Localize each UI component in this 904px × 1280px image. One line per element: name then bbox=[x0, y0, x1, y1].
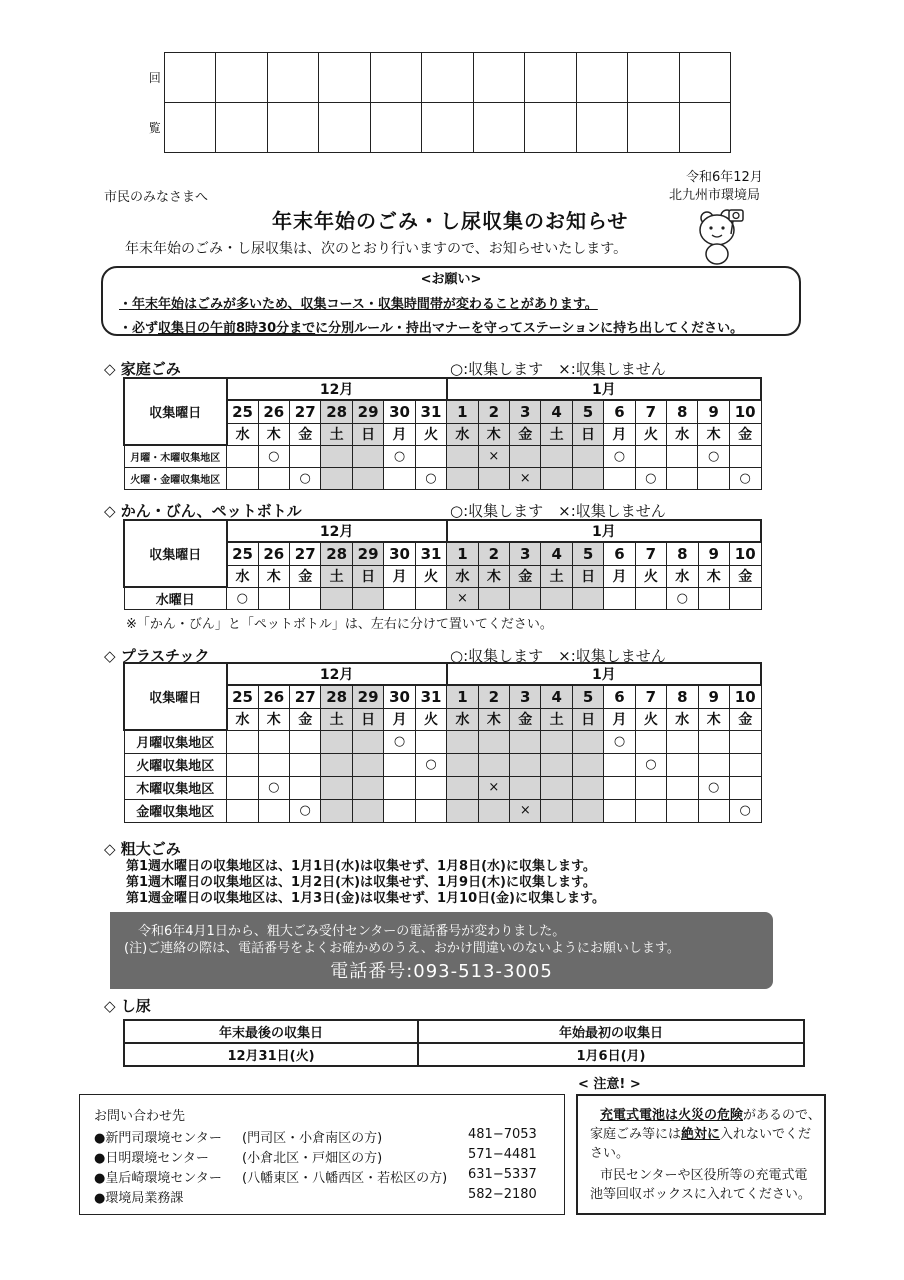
day-of-week: 水 bbox=[447, 423, 478, 445]
day-of-week: 水 bbox=[667, 708, 698, 730]
day-number: 9 bbox=[698, 685, 729, 708]
collection-mark bbox=[447, 730, 478, 753]
collection-mark bbox=[321, 467, 352, 489]
day-number: 27 bbox=[289, 542, 320, 565]
day-number: 25 bbox=[227, 400, 258, 423]
collection-mark bbox=[635, 587, 666, 609]
caution-line-2: 家庭ごみ等には絶対に入れないでくだ bbox=[590, 1127, 812, 1142]
row-label: 火曜・金曜収集地区 bbox=[124, 467, 227, 489]
contact-area: (門司区・小倉南区の方) bbox=[242, 1131, 383, 1146]
collection-mark bbox=[667, 776, 698, 799]
addressee: 市民のみなさまへ bbox=[104, 190, 209, 205]
day-of-week: 日 bbox=[352, 423, 383, 445]
day-number: 6 bbox=[604, 400, 635, 423]
collection-mark bbox=[415, 799, 446, 822]
contact-tel: 631−5337 bbox=[468, 1167, 537, 1182]
collection-mark bbox=[667, 753, 698, 776]
collection-mark bbox=[572, 730, 603, 753]
day-of-week: 木 bbox=[698, 423, 729, 445]
collection-mark: × bbox=[447, 587, 478, 609]
day-number: 8 bbox=[667, 400, 698, 423]
request-title: <お願い> bbox=[420, 272, 482, 287]
collection-mark bbox=[698, 587, 729, 609]
collection-mark: ○ bbox=[604, 730, 635, 753]
collection-mark: × bbox=[509, 467, 540, 489]
day-number: 27 bbox=[289, 400, 320, 423]
day-of-week: 火 bbox=[415, 565, 446, 587]
section-title-shinyo: ◇ し尿 bbox=[104, 997, 151, 1015]
collection-mark bbox=[478, 467, 509, 489]
calendar-header: 収集曜日 bbox=[124, 378, 227, 445]
collection-mark bbox=[289, 587, 320, 609]
phone-notice-1: 令和6年4月1日から、粗大ごみ受付センターの電話番号が変わりました。 bbox=[138, 924, 566, 939]
day-number: 3 bbox=[510, 542, 541, 565]
collection-mark bbox=[321, 799, 352, 822]
collection-mark: ○ bbox=[258, 445, 289, 467]
day-number: 2 bbox=[478, 685, 509, 708]
household-calendar bbox=[123, 377, 762, 490]
collection-mark bbox=[729, 730, 761, 753]
day-of-week: 日 bbox=[572, 423, 603, 445]
day-of-week: 木 bbox=[698, 708, 729, 730]
row-label: 金曜収集地区 bbox=[124, 799, 227, 822]
contact-tel: 582−2180 bbox=[468, 1187, 537, 1202]
request-box bbox=[101, 266, 801, 336]
issue-date: 令和6年12月 bbox=[686, 170, 763, 185]
collection-mark bbox=[384, 587, 415, 609]
month-jan: 1月 bbox=[447, 520, 761, 542]
collection-mark bbox=[258, 799, 289, 822]
collection-mark bbox=[635, 776, 666, 799]
phone-notice-box bbox=[110, 912, 773, 989]
day-number: 29 bbox=[352, 542, 383, 565]
day-of-week: 月 bbox=[384, 708, 415, 730]
day-number: 1 bbox=[447, 685, 478, 708]
day-of-week: 金 bbox=[509, 423, 540, 445]
collection-mark bbox=[415, 445, 446, 467]
day-number: 10 bbox=[729, 685, 761, 708]
collection-mark bbox=[352, 587, 383, 609]
collection-mark bbox=[321, 445, 352, 467]
collection-mark bbox=[572, 445, 603, 467]
collection-mark bbox=[729, 776, 761, 799]
day-of-week: 日 bbox=[352, 565, 383, 587]
month-jan: 1月 bbox=[447, 663, 761, 685]
collection-mark: ○ bbox=[415, 753, 446, 776]
calendar-header: 収集曜日 bbox=[124, 663, 227, 730]
plastic-calendar bbox=[123, 662, 762, 823]
day-of-week: 土 bbox=[321, 423, 352, 445]
sodai-line: 第1週金曜日の収集地区は、1月3日(金)は収集せず、1月10日(金)に収集します。 bbox=[126, 891, 605, 906]
collection-mark bbox=[541, 730, 572, 753]
collection-mark: ○ bbox=[384, 730, 415, 753]
collection-mark: × bbox=[478, 776, 509, 799]
collection-mark bbox=[667, 730, 698, 753]
cans-note: ※「かん・びん」と「ペットボトル」は、左右に分けて置いてください。 bbox=[126, 617, 553, 632]
collection-mark bbox=[289, 730, 320, 753]
collection-mark bbox=[352, 753, 383, 776]
day-number: 30 bbox=[384, 542, 415, 565]
day-of-week: 土 bbox=[321, 565, 352, 587]
intro-text: 年末年始のごみ・し尿収集は、次のとおり行いますので、お知らせいたします。 bbox=[125, 241, 628, 257]
collection-mark bbox=[729, 445, 761, 467]
day-number: 25 bbox=[227, 542, 258, 565]
day-of-week: 金 bbox=[729, 708, 761, 730]
day-of-week: 月 bbox=[604, 565, 635, 587]
month-dec: 12月 bbox=[227, 378, 447, 400]
day-of-week: 水 bbox=[227, 565, 258, 587]
sodai-line: 第1週水曜日の収集地区は、1月1日(水)は収集せず、1月8日(水)に収集します。 bbox=[126, 859, 596, 874]
day-of-week: 火 bbox=[415, 423, 446, 445]
day-number: 30 bbox=[384, 685, 415, 708]
collection-mark bbox=[635, 730, 666, 753]
shinyo-value-last: 12月31日(火) bbox=[124, 1043, 418, 1066]
collection-mark bbox=[352, 730, 383, 753]
collection-mark bbox=[415, 776, 446, 799]
page-title: 年末年始のごみ・し尿収集のお知らせ bbox=[272, 209, 629, 233]
day-number: 7 bbox=[635, 685, 666, 708]
day-of-week: 水 bbox=[447, 565, 478, 587]
day-of-week: 火 bbox=[635, 708, 666, 730]
contact-area: (八幡東区・八幡西区・若松区の方) bbox=[242, 1171, 448, 1186]
day-of-week: 金 bbox=[510, 565, 541, 587]
contact-title: お問い合わせ先 bbox=[94, 1109, 186, 1124]
collection-mark bbox=[447, 753, 478, 776]
collection-mark: ○ bbox=[635, 467, 666, 489]
day-of-week: 月 bbox=[384, 565, 415, 587]
collection-mark bbox=[698, 799, 729, 822]
collection-mark bbox=[635, 445, 666, 467]
day-of-week: 水 bbox=[227, 708, 258, 730]
section-title-cans: ◇ かん・びん、ペットボトル bbox=[104, 502, 302, 520]
contact-tel: 571−4481 bbox=[468, 1147, 537, 1162]
collection-mark bbox=[667, 799, 698, 822]
collection-mark: ○ bbox=[729, 467, 761, 489]
collection-mark: × bbox=[510, 799, 541, 822]
collection-mark bbox=[698, 753, 729, 776]
collection-mark bbox=[227, 753, 258, 776]
section-title-household: ◇ 家庭ごみ bbox=[104, 360, 181, 378]
caution-line-3: さい。 bbox=[590, 1146, 630, 1161]
contact-name: ●新門司環境センター bbox=[94, 1131, 222, 1146]
collection-mark bbox=[227, 776, 258, 799]
request-line-2: ・必ず収集日の午前8時30分までに分別ルール・持出マナーを守ってステーションに持ち出してください。 bbox=[119, 321, 744, 336]
collection-mark bbox=[510, 730, 541, 753]
collection-mark bbox=[604, 467, 635, 489]
collection-mark: ○ bbox=[258, 776, 289, 799]
collection-mark: ○ bbox=[635, 753, 666, 776]
day-number: 4 bbox=[541, 542, 572, 565]
day-number: 5 bbox=[572, 400, 603, 423]
day-number: 31 bbox=[415, 542, 446, 565]
legend-household: ○:収集します ×:収集しません bbox=[450, 360, 666, 378]
contact-name: ●日明環境センター bbox=[94, 1151, 209, 1166]
collection-mark bbox=[541, 799, 572, 822]
collection-mark bbox=[572, 467, 603, 489]
collection-mark bbox=[698, 467, 729, 489]
collection-mark bbox=[384, 467, 415, 489]
collection-mark bbox=[572, 753, 603, 776]
day-of-week: 日 bbox=[572, 565, 603, 587]
collection-mark bbox=[415, 730, 446, 753]
circulation-label: 覧 bbox=[148, 121, 161, 135]
month-dec: 12月 bbox=[227, 663, 447, 685]
collection-mark bbox=[321, 776, 352, 799]
mascot-icon bbox=[693, 204, 749, 268]
row-label: 木曜収集地区 bbox=[124, 776, 227, 799]
collection-mark bbox=[447, 467, 478, 489]
collection-mark bbox=[478, 753, 509, 776]
day-number: 31 bbox=[415, 685, 446, 708]
collection-mark bbox=[510, 776, 541, 799]
day-number: 28 bbox=[321, 542, 352, 565]
day-number: 26 bbox=[258, 542, 289, 565]
day-of-week: 月 bbox=[604, 708, 635, 730]
day-of-week: 金 bbox=[729, 565, 761, 587]
shinyo-header-first: 年始最初の収集日 bbox=[418, 1020, 804, 1043]
day-of-week: 火 bbox=[415, 708, 446, 730]
day-of-week: 火 bbox=[635, 423, 666, 445]
collection-mark bbox=[509, 445, 540, 467]
contact-name: ●環境局業務課 bbox=[94, 1191, 184, 1206]
day-of-week: 金 bbox=[289, 708, 320, 730]
collection-mark: ○ bbox=[604, 445, 635, 467]
day-of-week: 日 bbox=[572, 708, 603, 730]
day-number: 5 bbox=[572, 685, 603, 708]
day-number: 4 bbox=[541, 685, 572, 708]
calendar-header: 収集曜日 bbox=[124, 520, 227, 587]
collection-mark bbox=[478, 799, 509, 822]
collection-mark bbox=[478, 730, 509, 753]
collection-mark bbox=[227, 730, 258, 753]
contact-tel: 481−7053 bbox=[468, 1127, 537, 1142]
collection-mark bbox=[352, 445, 383, 467]
collection-mark bbox=[352, 467, 383, 489]
collection-mark bbox=[227, 799, 258, 822]
day-of-week: 月 bbox=[384, 423, 415, 445]
collection-mark: ○ bbox=[289, 799, 320, 822]
collection-mark bbox=[604, 776, 635, 799]
day-of-week: 金 bbox=[289, 423, 320, 445]
day-number: 6 bbox=[604, 542, 635, 565]
collection-mark bbox=[635, 799, 666, 822]
collection-mark bbox=[667, 467, 698, 489]
collection-mark bbox=[227, 467, 258, 489]
day-number: 30 bbox=[384, 400, 415, 423]
collection-mark bbox=[572, 587, 603, 609]
day-of-week: 月 bbox=[604, 423, 635, 445]
day-number: 3 bbox=[509, 400, 540, 423]
phone-notice-2: (注)ご連絡の際は、電話番号をよくお確かめのうえ、おかけ間違いのないようにお願いします。 bbox=[124, 941, 680, 956]
collection-mark: ○ bbox=[698, 776, 729, 799]
contact-box bbox=[79, 1094, 565, 1215]
day-of-week: 土 bbox=[541, 423, 572, 445]
collection-mark bbox=[447, 445, 478, 467]
day-number: 2 bbox=[478, 542, 509, 565]
collection-mark bbox=[510, 587, 541, 609]
collection-mark bbox=[667, 445, 698, 467]
legend-cans: ○:収集します ×:収集しません bbox=[450, 502, 666, 520]
collection-mark bbox=[447, 776, 478, 799]
day-of-week: 水 bbox=[667, 565, 698, 587]
collection-mark bbox=[258, 730, 289, 753]
month-jan: 1月 bbox=[447, 378, 761, 400]
day-of-week: 土 bbox=[541, 565, 572, 587]
row-label: 水曜日 bbox=[124, 587, 227, 609]
day-of-week: 金 bbox=[510, 708, 541, 730]
collection-mark bbox=[541, 587, 572, 609]
caution-box bbox=[576, 1094, 826, 1215]
month-dec: 12月 bbox=[227, 520, 447, 542]
day-number: 29 bbox=[352, 685, 383, 708]
day-number: 26 bbox=[258, 400, 289, 423]
collection-mark: ○ bbox=[227, 587, 258, 609]
collection-mark bbox=[698, 730, 729, 753]
row-label: 月曜・木曜収集地区 bbox=[124, 445, 227, 467]
day-number: 4 bbox=[541, 400, 572, 423]
cans-calendar bbox=[123, 519, 762, 610]
day-of-week: 木 bbox=[478, 423, 509, 445]
collection-mark bbox=[604, 753, 635, 776]
collection-mark bbox=[478, 587, 509, 609]
day-of-week: 金 bbox=[729, 423, 761, 445]
collection-mark bbox=[384, 753, 415, 776]
day-of-week: 金 bbox=[289, 565, 320, 587]
day-of-week: 木 bbox=[698, 565, 729, 587]
collection-mark bbox=[510, 753, 541, 776]
collection-mark bbox=[227, 445, 258, 467]
contact-name: ●皇后崎環境センター bbox=[94, 1171, 222, 1186]
collection-mark bbox=[604, 587, 635, 609]
collection-mark bbox=[321, 753, 352, 776]
phone-number: 電話番号:093-513-3005 bbox=[330, 961, 553, 982]
day-of-week: 木 bbox=[258, 423, 289, 445]
section-title-plastic: ◇ プラスチック bbox=[104, 647, 210, 665]
day-number: 31 bbox=[415, 400, 446, 423]
legend-plastic: ○:収集します ×:収集しません bbox=[450, 647, 666, 665]
day-number: 1 bbox=[447, 400, 478, 423]
day-number: 26 bbox=[258, 685, 289, 708]
day-of-week: 木 bbox=[258, 565, 289, 587]
day-of-week: 水 bbox=[447, 708, 478, 730]
day-of-week: 木 bbox=[478, 708, 509, 730]
collection-mark bbox=[729, 753, 761, 776]
day-of-week: 木 bbox=[478, 565, 509, 587]
section-title-sodai: ◇ 粗大ごみ bbox=[104, 840, 181, 858]
collection-mark: ○ bbox=[698, 445, 729, 467]
day-of-week: 日 bbox=[352, 708, 383, 730]
day-number: 8 bbox=[667, 542, 698, 565]
collection-mark bbox=[289, 445, 320, 467]
sodai-line: 第1週木曜日の収集地区は、1月2日(木)は収集せず、1月9日(木)に収集します。 bbox=[126, 875, 596, 890]
collection-mark bbox=[258, 587, 289, 609]
day-number: 8 bbox=[667, 685, 698, 708]
day-number: 3 bbox=[510, 685, 541, 708]
contact-area: (小倉北区・戸畑区の方) bbox=[242, 1151, 383, 1166]
collection-mark bbox=[541, 753, 572, 776]
day-number: 28 bbox=[321, 685, 352, 708]
collection-mark bbox=[604, 799, 635, 822]
day-number: 10 bbox=[729, 400, 761, 423]
day-number: 7 bbox=[635, 542, 666, 565]
issuer: 北九州市環境局 bbox=[669, 188, 761, 203]
day-of-week: 水 bbox=[667, 423, 698, 445]
caution-title: < 注意! > bbox=[578, 1077, 641, 1092]
shinyo-value-first: 1月6日(月) bbox=[418, 1043, 804, 1066]
collection-mark bbox=[352, 799, 383, 822]
day-number: 2 bbox=[478, 400, 509, 423]
shinyo-table bbox=[123, 1019, 805, 1067]
circulation-label: 回 bbox=[148, 71, 161, 85]
day-of-week: 水 bbox=[227, 423, 258, 445]
collection-mark bbox=[572, 799, 603, 822]
day-number: 10 bbox=[729, 542, 761, 565]
collection-mark bbox=[415, 587, 446, 609]
collection-mark: ○ bbox=[289, 467, 320, 489]
collection-mark bbox=[321, 730, 352, 753]
day-number: 27 bbox=[289, 685, 320, 708]
day-number: 9 bbox=[698, 400, 729, 423]
caution-line-4: 市民センターや区役所等の充電式電 bbox=[600, 1168, 808, 1183]
caution-line-5: 池等回収ボックスに入れてください。 bbox=[590, 1187, 811, 1202]
collection-mark bbox=[729, 587, 761, 609]
day-of-week: 木 bbox=[258, 708, 289, 730]
collection-mark: ○ bbox=[667, 587, 698, 609]
day-number: 5 bbox=[572, 542, 603, 565]
day-of-week: 土 bbox=[321, 708, 352, 730]
caution-line-1: 充電式電池は火災の危険があるので、 bbox=[600, 1108, 821, 1123]
sodai-lines bbox=[126, 859, 605, 907]
row-label: 月曜収集地区 bbox=[124, 730, 227, 753]
day-number: 7 bbox=[635, 400, 666, 423]
collection-mark bbox=[447, 799, 478, 822]
row-label: 火曜収集地区 bbox=[124, 753, 227, 776]
circulation-table bbox=[146, 52, 731, 153]
collection-mark bbox=[572, 776, 603, 799]
collection-mark bbox=[289, 776, 320, 799]
collection-mark: ○ bbox=[415, 467, 446, 489]
collection-mark: × bbox=[478, 445, 509, 467]
collection-mark bbox=[289, 753, 320, 776]
day-number: 29 bbox=[352, 400, 383, 423]
collection-mark: ○ bbox=[384, 445, 415, 467]
day-of-week: 土 bbox=[541, 708, 572, 730]
day-number: 25 bbox=[227, 685, 258, 708]
day-number: 28 bbox=[321, 400, 352, 423]
day-number: 9 bbox=[698, 542, 729, 565]
shinyo-header-last: 年末最後の収集日 bbox=[124, 1020, 418, 1043]
day-number: 6 bbox=[604, 685, 635, 708]
collection-mark bbox=[258, 753, 289, 776]
request-line-1: ・年末年始はごみが多いため、収集コース・収集時間帯が変わることがあります。 bbox=[119, 297, 598, 312]
day-of-week: 火 bbox=[635, 565, 666, 587]
collection-mark bbox=[352, 776, 383, 799]
collection-mark bbox=[541, 776, 572, 799]
collection-mark bbox=[541, 445, 572, 467]
collection-mark bbox=[258, 467, 289, 489]
collection-mark bbox=[384, 776, 415, 799]
collection-mark bbox=[541, 467, 572, 489]
collection-mark: ○ bbox=[729, 799, 761, 822]
day-number: 1 bbox=[447, 542, 478, 565]
collection-mark bbox=[321, 587, 352, 609]
collection-mark bbox=[384, 799, 415, 822]
